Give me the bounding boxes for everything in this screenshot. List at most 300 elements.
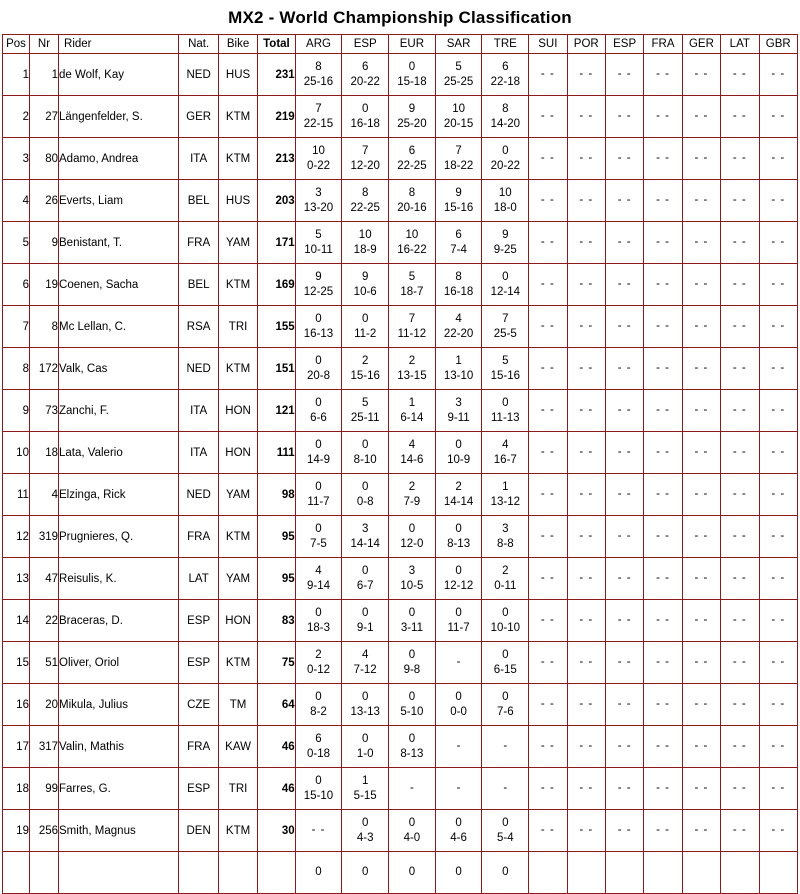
round-results: - - [732, 110, 747, 123]
cell-round-por [567, 642, 605, 684]
cell-round-ger [682, 558, 720, 600]
cell-round-esp-2 [605, 642, 643, 684]
round-results: 16-22 [397, 243, 427, 256]
round-results: 10-5 [400, 579, 424, 592]
round-points: 2 [361, 355, 369, 368]
column-header-sui[interactable]: SUI [529, 35, 567, 54]
round-results: - - [694, 110, 709, 123]
cell-round-ger [682, 390, 720, 432]
cell-nat: BEL [179, 180, 218, 222]
round-points: 0 [408, 61, 416, 74]
cell-round-sar [435, 264, 482, 306]
cell-nr: 20 [29, 684, 58, 726]
round-results: - - [617, 782, 632, 795]
cell-round-sar [435, 726, 482, 768]
cell-rider: Everts, Liam [59, 180, 179, 222]
column-header-nr[interactable]: Nr [29, 35, 58, 54]
cell-round-fra [644, 96, 682, 138]
cell-round-ger [682, 54, 720, 96]
cell-round-eur [389, 180, 436, 222]
table-row[interactable] [3, 810, 798, 852]
cell-round-arg [295, 138, 342, 180]
cell-round-gbr [759, 222, 798, 264]
table-row[interactable] [3, 684, 798, 726]
round-results: 8-2 [310, 705, 327, 718]
cell-pos: 16 [3, 684, 30, 726]
cell-round-fra [644, 180, 682, 222]
cell-round-sar [435, 432, 482, 474]
round-results: 18-22 [443, 159, 474, 172]
cell-round-tre [482, 306, 529, 348]
cell-round-por [567, 474, 605, 516]
cell-round-esp-2 [605, 516, 643, 558]
round-points: 7 [502, 313, 509, 326]
round-results: - - [656, 446, 670, 459]
cell-round-sui [529, 264, 567, 306]
cell-total: 95 [258, 558, 295, 600]
round-points: 9 [315, 271, 322, 284]
round-points: 6 [408, 145, 416, 158]
round-results: - - [579, 824, 594, 837]
table-row[interactable] [3, 474, 798, 516]
round-results: - - [656, 194, 670, 207]
round-results: - - [771, 572, 786, 585]
round-results: 11-7 [307, 495, 330, 508]
cell-nr: 317 [29, 726, 58, 768]
cell-rider: de Wolf, Kay [59, 54, 179, 96]
round-results: - - [617, 152, 632, 165]
round-results: - - [771, 68, 786, 81]
round-results: - - [617, 404, 632, 417]
round-results: 16-18 [443, 285, 474, 298]
round-results: 25-25 [443, 75, 474, 88]
round-results: - - [579, 530, 594, 543]
round-results: 13-20 [303, 201, 334, 214]
cell-round-ger [682, 180, 720, 222]
round-results: 7-5 [310, 537, 327, 550]
cell-round-ger [682, 810, 720, 852]
table-row[interactable] [3, 642, 798, 684]
cell-pos: 8 [3, 348, 30, 390]
round-points: 4 [455, 313, 462, 326]
round-points: 9 [455, 187, 462, 200]
cell-bike: TM [218, 684, 257, 726]
cell-round-eur [389, 390, 436, 432]
cell-round-sui [529, 726, 567, 768]
round-results: - - [694, 320, 709, 333]
cell-round-esp-1 [342, 852, 389, 894]
cell-round-eur [389, 474, 436, 516]
round-results: - - [579, 320, 594, 333]
cell-round-sui [529, 138, 567, 180]
cell-round-fra [644, 222, 682, 264]
round-results: 11-13 [491, 411, 520, 424]
round-results: 13-15 [397, 369, 427, 382]
round-points: 0 [502, 817, 509, 830]
cell-rider: Farres, G. [59, 768, 179, 810]
round-points: 7 [455, 145, 462, 158]
cell-round-eur [389, 600, 436, 642]
cell-round-ger [682, 96, 720, 138]
column-header-eur[interactable]: EUR [389, 35, 436, 54]
cell-round-lat [721, 180, 759, 222]
round-points: 0 [361, 733, 369, 746]
cell-nat: ESP [179, 600, 218, 642]
cell-round-arg [295, 516, 342, 558]
cell-nat: FRA [179, 222, 218, 264]
round-results: 18-3 [306, 621, 330, 634]
cell-round-gbr [759, 390, 798, 432]
round-results: 10-11 [304, 243, 333, 256]
cell-round-gbr [759, 768, 798, 810]
cell-nat: CZE [179, 684, 218, 726]
cell-round-fra [644, 54, 682, 96]
cell-nat: ITA [179, 390, 218, 432]
table-row[interactable] [3, 600, 798, 642]
cell-round-fra [644, 264, 682, 306]
cell-round-sui [529, 390, 567, 432]
table-row[interactable] [3, 852, 798, 894]
cell-round-tre [482, 54, 529, 96]
table-row[interactable] [3, 96, 798, 138]
cell-pos: 11 [3, 474, 30, 516]
round-points: 0 [455, 817, 462, 830]
column-header-pos[interactable]: Pos [3, 35, 30, 54]
table-row[interactable] [3, 726, 798, 768]
round-points: 0 [455, 523, 462, 536]
cell-round-sui [529, 306, 567, 348]
cell-round-esp-1 [342, 768, 389, 810]
round-results: - - [694, 278, 709, 291]
column-header-arg[interactable]: ARG [295, 35, 342, 54]
cell-round-lat [721, 264, 759, 306]
cell-round-tre [482, 474, 529, 516]
round-results: - - [732, 152, 747, 165]
round-results: - - [771, 530, 786, 543]
round-results: 16-18 [350, 117, 380, 130]
round-results: - - [732, 194, 747, 207]
cell-nr: 256 [29, 810, 58, 852]
cell-total: 213 [258, 138, 295, 180]
cell-round-arg [295, 96, 342, 138]
cell-round-gbr [759, 306, 798, 348]
cell-bike: KTM [218, 810, 257, 852]
round-points: 0 [408, 523, 416, 536]
table-row[interactable] [3, 516, 798, 558]
cell-nat: NED [179, 54, 218, 96]
round-points: 0 [315, 481, 322, 494]
round-points: 0 [455, 607, 462, 620]
round-results: 4-3 [356, 831, 374, 844]
round-results: 22-18 [490, 75, 521, 88]
cell-round-tre [482, 600, 529, 642]
round-results: 25-11 [350, 411, 380, 424]
round-results: - - [579, 698, 594, 711]
cell-nr: 8 [29, 306, 58, 348]
round-results: 4-6 [450, 831, 467, 844]
round-points: 5 [408, 271, 416, 284]
cell-pos: 2 [3, 96, 30, 138]
round-results: 15-10 [303, 789, 334, 802]
round-results: - - [656, 614, 670, 627]
table-row[interactable] [3, 222, 798, 264]
cell-round-por [567, 180, 605, 222]
round-results: 5-4 [496, 831, 514, 844]
round-results: - - [771, 824, 786, 837]
cell-total: 169 [258, 264, 295, 306]
cell-round-sui [529, 852, 567, 894]
cell-rider: Längenfelder, S. [59, 96, 179, 138]
round-results: 12-20 [350, 159, 380, 172]
cell-round-eur [389, 810, 436, 852]
round-results: 5-15 [353, 789, 377, 802]
round-results: - - [617, 446, 632, 459]
column-header-esp-1[interactable]: ESP [342, 35, 389, 54]
column-header-sar[interactable]: SAR [435, 35, 482, 54]
table-row[interactable] [3, 558, 798, 600]
cell-round-por [567, 348, 605, 390]
cell-round-gbr [759, 642, 798, 684]
round-results: - - [656, 110, 670, 123]
round-points: 7 [408, 313, 416, 326]
cell-round-lat [721, 516, 759, 558]
round-results: - - [617, 320, 632, 333]
column-header-rider[interactable]: Rider [59, 35, 179, 54]
round-points: 1 [455, 355, 462, 368]
round-results: 0-8 [356, 495, 374, 508]
column-header-esp-2[interactable]: ESP [605, 35, 643, 54]
cell-round-tre [482, 516, 529, 558]
round-results: - - [540, 824, 555, 837]
cell-round-sui [529, 684, 567, 726]
cell-round-fra [644, 306, 682, 348]
round-results: 22-25 [350, 201, 380, 214]
table-row[interactable] [3, 432, 798, 474]
round-results: - - [540, 68, 555, 81]
cell-nr: 51 [29, 642, 58, 684]
table-row[interactable] [3, 348, 798, 390]
cell-round-esp-2 [605, 852, 643, 894]
cell-bike: TRI [218, 768, 257, 810]
cell-round-arg [295, 222, 342, 264]
cell-round-lat [721, 768, 759, 810]
cell-round-por [567, 138, 605, 180]
table-row[interactable] [3, 54, 798, 96]
cell-round-esp-2 [605, 54, 643, 96]
round-results: - [456, 740, 461, 753]
round-results: - - [540, 404, 555, 417]
round-results: - - [656, 656, 670, 669]
round-results: - - [694, 614, 709, 627]
cell-round-esp-2 [605, 600, 643, 642]
cell-nr: 22 [29, 600, 58, 642]
cell-round-lat [721, 306, 759, 348]
cell-total: 111 [258, 432, 295, 474]
round-results: 7-12 [353, 663, 377, 676]
cell-round-por [567, 684, 605, 726]
round-results: - - [771, 404, 786, 417]
column-header-fra[interactable]: FRA [644, 35, 682, 54]
round-points: 3 [455, 397, 462, 410]
cell-round-eur [389, 96, 436, 138]
round-results: 18-9 [353, 243, 377, 256]
cell-round-esp-2 [605, 96, 643, 138]
round-results: - - [656, 152, 670, 165]
column-header-tre[interactable]: TRE [482, 35, 529, 54]
round-results: - - [771, 278, 786, 291]
cell-round-sar [435, 180, 482, 222]
round-results: - - [656, 68, 670, 81]
round-results: - - [694, 572, 709, 585]
column-header-total[interactable]: Total [258, 35, 295, 54]
cell-pos [3, 852, 30, 894]
round-results: - - [656, 488, 670, 501]
round-results: 20-16 [397, 201, 427, 214]
cell-total: 83 [258, 600, 295, 642]
cell-round-sui [529, 348, 567, 390]
round-results: 6-7 [356, 579, 374, 592]
round-results: - - [771, 488, 786, 501]
cell-round-por [567, 768, 605, 810]
round-points: 0 [315, 775, 322, 788]
column-header-gbr[interactable]: GBR [759, 35, 798, 54]
round-results: - - [694, 194, 709, 207]
round-points: 0 [408, 817, 416, 830]
cell-round-arg [295, 264, 342, 306]
column-header-por[interactable]: POR [567, 35, 605, 54]
round-results: - - [771, 614, 786, 627]
table-row[interactable] [3, 264, 798, 306]
cell-nr [29, 852, 58, 894]
cell-total: 219 [258, 96, 295, 138]
cell-round-eur [389, 264, 436, 306]
round-results: 12-0 [400, 537, 424, 550]
cell-total: 64 [258, 684, 295, 726]
round-results: - - [617, 110, 632, 123]
cell-round-sui [529, 222, 567, 264]
round-results: 15-16 [350, 369, 380, 382]
round-results: 0-18 [306, 747, 330, 760]
round-results: - - [579, 236, 594, 249]
cell-round-esp-2 [605, 180, 643, 222]
round-points: 0 [315, 866, 322, 879]
cell-nr: 4 [29, 474, 58, 516]
cell-round-eur [389, 642, 436, 684]
cell-rider: Valk, Cas [59, 348, 179, 390]
round-results: - - [540, 488, 555, 501]
cell-round-tre [482, 390, 529, 432]
cell-round-esp-1 [342, 810, 389, 852]
round-results: - - [732, 530, 747, 543]
round-results: - - [656, 698, 670, 711]
cell-round-tre [482, 684, 529, 726]
table-row[interactable] [3, 180, 798, 222]
column-header-lat[interactable]: LAT [721, 35, 759, 54]
round-points: 2 [315, 649, 322, 662]
cell-round-gbr [759, 180, 798, 222]
cell-round-por [567, 306, 605, 348]
round-points: 4 [408, 439, 416, 452]
round-results: 4-0 [403, 831, 421, 844]
round-results: - - [694, 362, 709, 375]
round-points: 0 [315, 355, 322, 368]
cell-round-arg [295, 768, 342, 810]
cell-round-esp-2 [605, 264, 643, 306]
round-points: 5 [455, 61, 462, 74]
round-results: - - [617, 614, 632, 627]
cell-bike: KTM [218, 96, 257, 138]
table-row[interactable] [3, 390, 798, 432]
round-results: - - [579, 488, 594, 501]
cell-round-esp-2 [605, 768, 643, 810]
round-results: - - [694, 488, 709, 501]
cell-round-gbr [759, 348, 798, 390]
round-results: 8-13 [447, 537, 471, 550]
cell-rider: Braceras, D. [59, 600, 179, 642]
table-row[interactable] [3, 768, 798, 810]
cell-round-por [567, 390, 605, 432]
cell-round-esp-2 [605, 348, 643, 390]
cell-round-sar [435, 222, 482, 264]
column-header-ger[interactable]: GER [682, 35, 720, 54]
cell-round-sar [435, 306, 482, 348]
cell-round-tre [482, 642, 529, 684]
table-row[interactable] [3, 138, 798, 180]
round-results: - - [732, 824, 747, 837]
cell-round-esp-1 [342, 390, 389, 432]
cell-total: 98 [258, 474, 295, 516]
round-results: - - [694, 740, 709, 753]
round-results: 6-6 [310, 411, 327, 424]
round-results: - - [540, 152, 555, 165]
cell-round-lat [721, 432, 759, 474]
cell-round-esp-2 [605, 432, 643, 474]
cell-nat: GER [179, 96, 218, 138]
cell-pos: 6 [3, 264, 30, 306]
cell-round-sui [529, 810, 567, 852]
round-results: 20-22 [350, 75, 380, 88]
cell-pos: 12 [3, 516, 30, 558]
cell-nr: 319 [29, 516, 58, 558]
column-header-bike[interactable]: Bike [218, 35, 257, 54]
round-results: 20-22 [490, 159, 521, 172]
round-points: 0 [408, 691, 416, 704]
cell-round-esp-1 [342, 474, 389, 516]
round-results: - - [656, 362, 670, 375]
round-results: 7-9 [403, 495, 421, 508]
round-results: - - [694, 404, 709, 417]
cell-round-por [567, 54, 605, 96]
round-results: - - [732, 278, 747, 291]
table-row[interactable] [3, 306, 798, 348]
round-results: - - [540, 614, 555, 627]
cell-round-sui [529, 600, 567, 642]
cell-round-esp-1 [342, 726, 389, 768]
page-title: MX2 - World Championship Classification [228, 8, 572, 27]
round-points: 0 [315, 397, 322, 410]
round-results: 12-12 [443, 579, 474, 592]
cell-rider: Mikula, Julius [59, 684, 179, 726]
cell-pos: 13 [3, 558, 30, 600]
cell-round-eur [389, 726, 436, 768]
cell-nr: 18 [29, 432, 58, 474]
round-points: 0 [408, 649, 416, 662]
round-points: 4 [502, 439, 509, 452]
cell-round-sar [435, 390, 482, 432]
round-results: - - [579, 194, 594, 207]
column-header-nat[interactable]: Nat. [179, 35, 218, 54]
cell-round-gbr [759, 558, 798, 600]
